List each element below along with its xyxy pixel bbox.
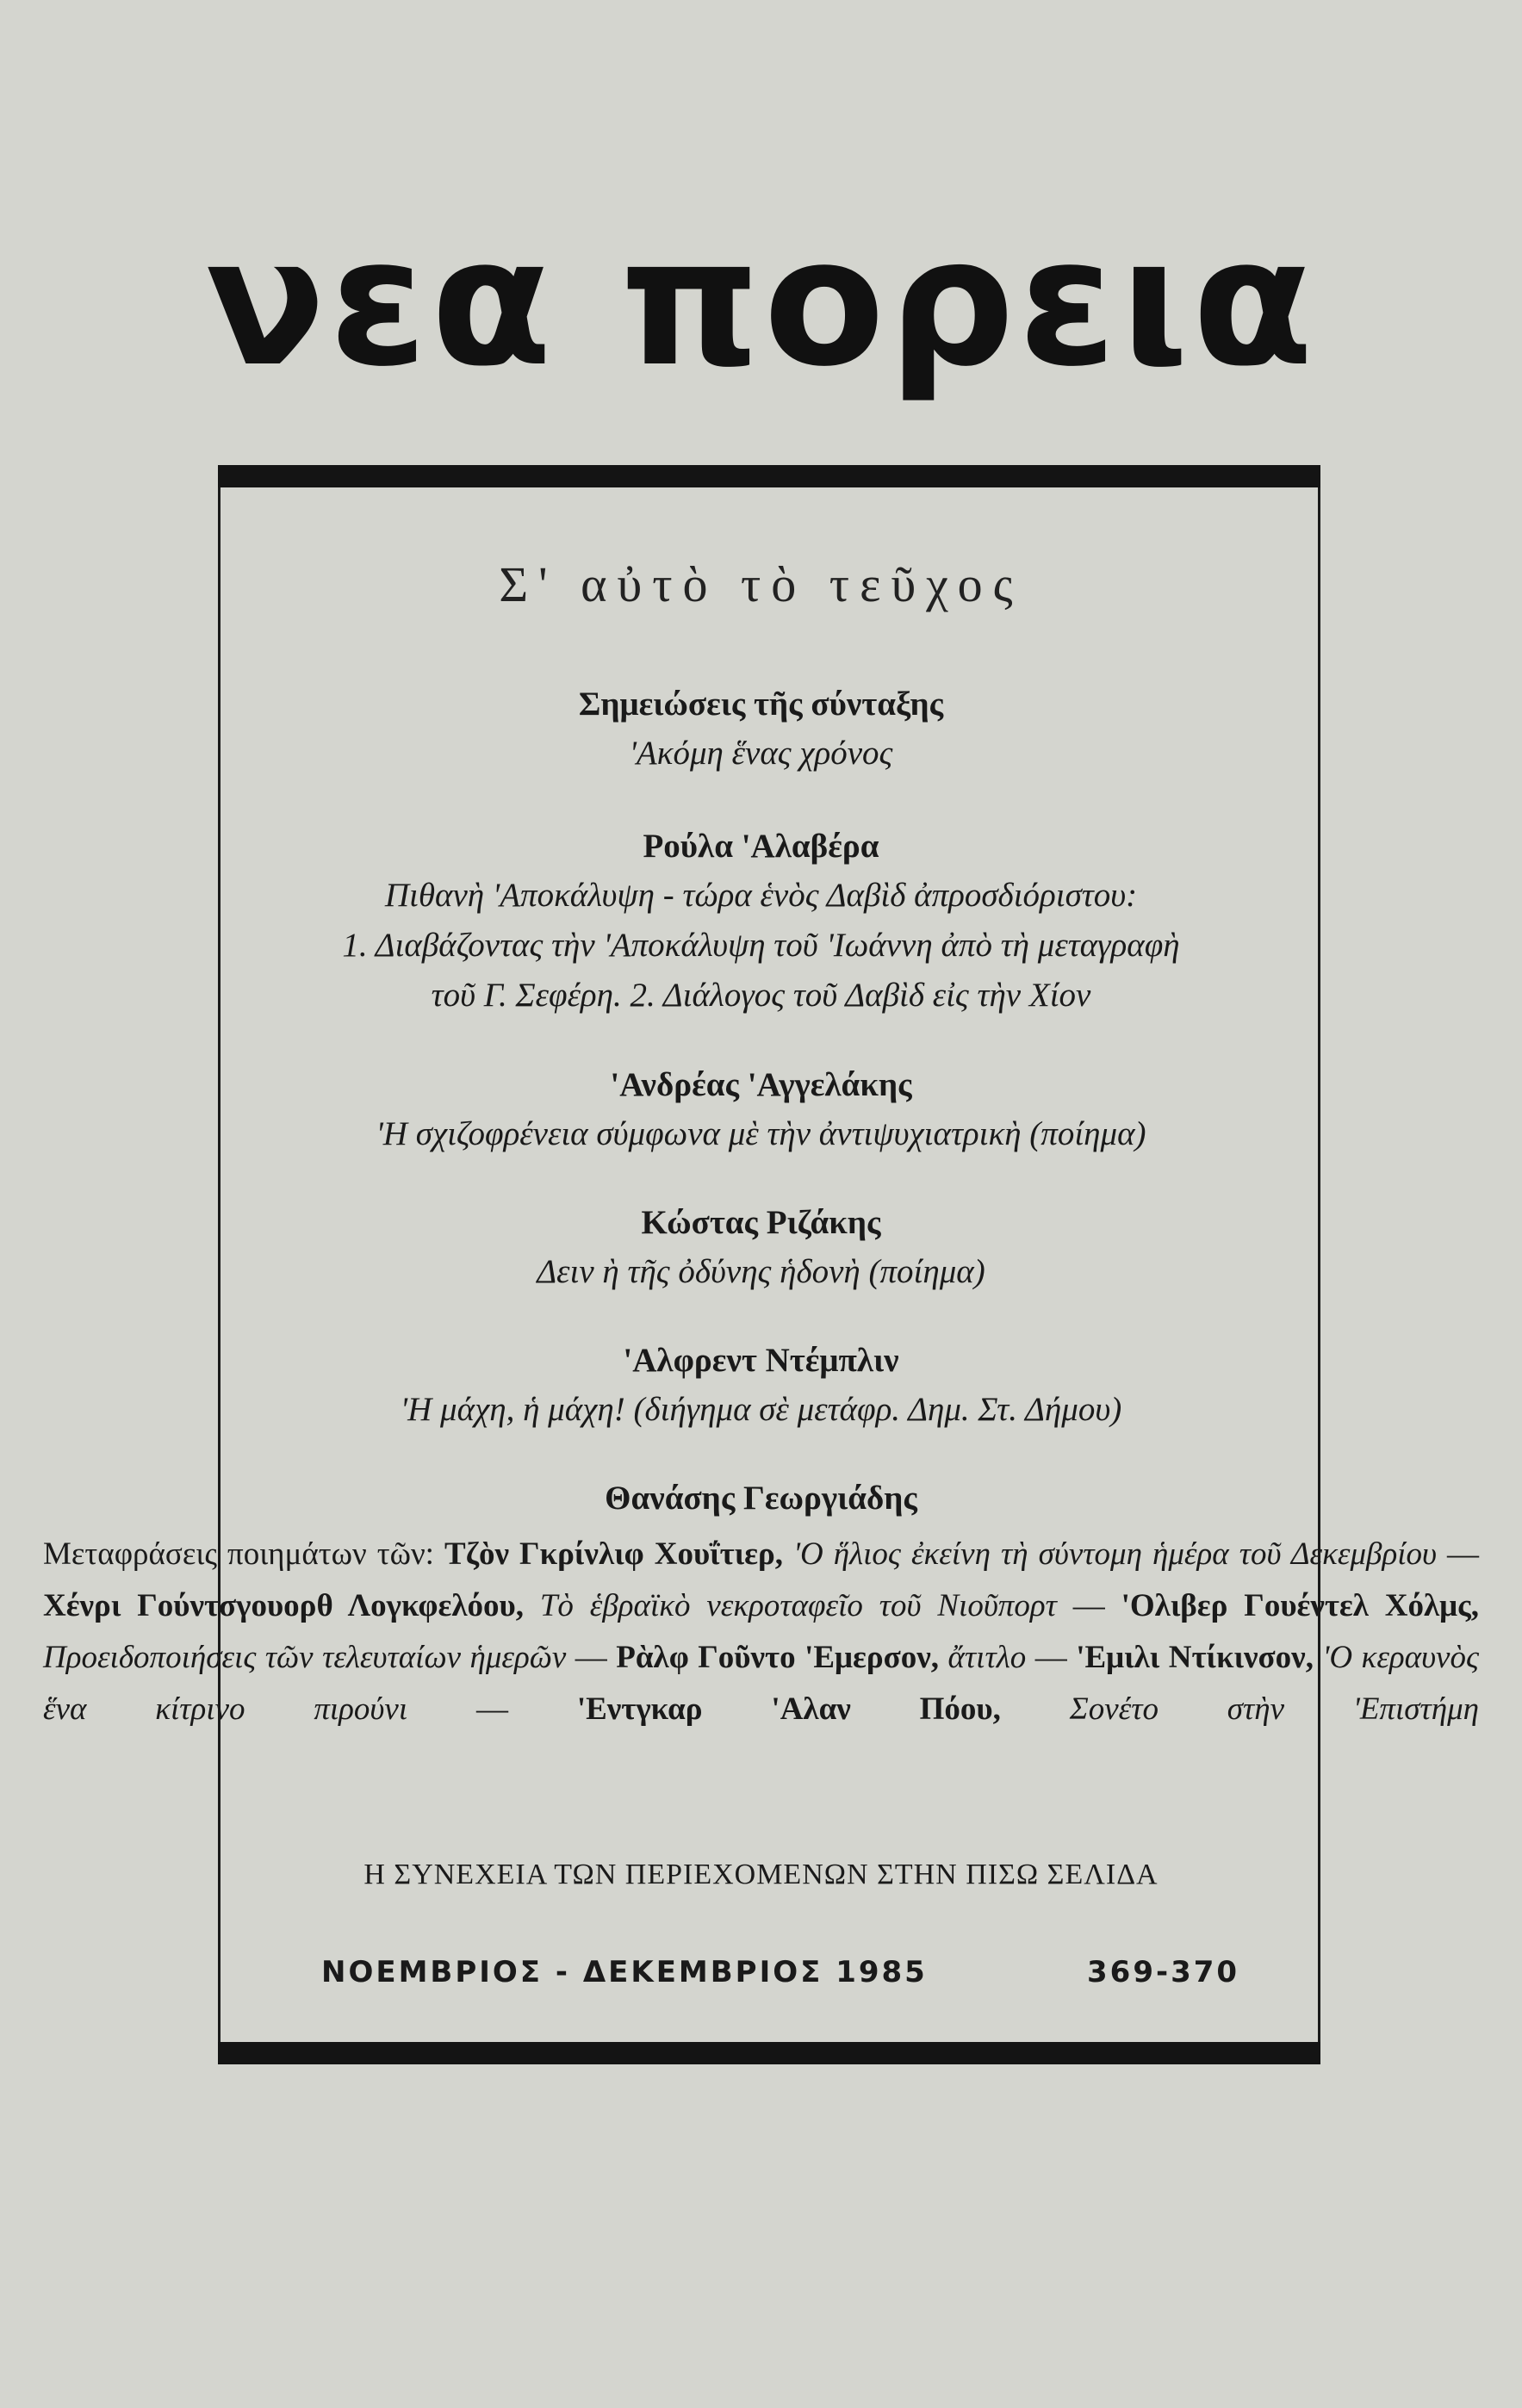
entry-work: Δειν ὴ τῆς ὀδύνης ἡδονὴ (ποίημα) [537, 1253, 985, 1290]
continued-note: Η ΣΥΝΕΧΕΙΑ ΤΩΝ ΠΕΡΙΕΧΟΜΕΝΩΝ ΣΤΗΝ ΠΙΣΩ ΣΕΛΙΔΑ [363, 1859, 1159, 1890]
translations-intro: Μεταφράσεις ποιημάτων τῶν: [43, 1536, 434, 1572]
translated-poet: Ρὰλφ Γοῦντο 'Εμερσον, [616, 1640, 940, 1675]
contents-entry [26, 1474, 1496, 1523]
contents-entry [26, 680, 1496, 779]
issue-number: 369-370 [1087, 1955, 1240, 1989]
translations-paragraph: Μεταφράσεις ποιημάτων τῶν: Τζὸν Γκρίνλιφ Χουΐτιερ, 'Ο ἥλιος ἐκείνη τὴ σύντομη ἡμέρα τοῦ Δεκεμβρίου — Χένρι Γούντσγουορθ Λογκφελόου, Τὸ ἑβραϊκὸ νεκροταφεῖο τοῦ Νιοῦπορτ — 'Ολιβερ Γουέντελ Χόλμς, Προειδοποιήσεις τῶν τελευταίων ἡμερῶν — Ρὰλφ Γοῦντο 'Εμερσον, ἄτιτλο — 'Εμιλι Ντίκινσον, 'Ο κεραυνὸς ἕνα κίτρινο πιρούνι — 'Εντγκαρ 'Αλαν Πόου, Σονέτο στὴν 'Επιστήμη [43, 1536, 1480, 1727]
translated-poet: 'Ολιβερ Γουέντελ Χόλμς, [1121, 1588, 1479, 1623]
translated-poem-title: Τὸ ἑβραϊκὸ νεκροταφεῖο τοῦ Νιοῦπορτ [539, 1588, 1057, 1623]
translated-poet: 'Εμιλι Ντίκινσον, [1076, 1640, 1314, 1675]
translated-poem-title: 'Ο ἥλιος ἐκείνη τὴ σύντομη ἡμέρα τοῦ Δεκεμβρίου [793, 1536, 1437, 1572]
entry-author: 'Ανδρέας 'Αγγελάκης [610, 1066, 912, 1103]
entry-author: 'Αλφρεντ Ντέμπλιν [623, 1342, 899, 1379]
contents-entry [26, 1199, 1496, 1297]
translated-poem-title: 'Ο κεραυνὸς ἕνα κίτρινο πιρούνι [43, 1640, 1479, 1727]
entry-author: Ρούλα 'Αλαβέρα [643, 828, 879, 865]
issue-date: ΝΟΕΜΒΡΙΟΣ - ΔΕΚΕΜΒΡΙΟΣ 1985 [321, 1955, 928, 1989]
entry-author: Σημειώσεις τῆς σύνταξης [578, 686, 944, 723]
entry-work: 'Ακόμη ἕνας χρόνος [629, 735, 893, 772]
entry-work: τοῦ Γ. Σεφέρη. 2. Διάλογος τοῦ Δαβὶδ εἰς τὴν Χίον [431, 977, 1091, 1014]
contents-entry [26, 822, 1496, 1021]
translated-poet: Χένρι Γούντσγουορθ Λογκφελόου, [43, 1588, 524, 1623]
translated-poem-title: Σονέτο στὴν 'Επιστήμη [1069, 1691, 1480, 1727]
translated-poet: Τζὸν Γκρίνλιφ Χουΐτιερ, [444, 1536, 784, 1572]
translated-poem-title: Προειδοποιήσεις τῶν τελευταίων ἡμερῶν [43, 1640, 567, 1675]
top-rule [218, 465, 1320, 487]
masthead-title: νεα πορεια [205, 201, 1317, 406]
entry-work: 'Η μάχη, ἡ μάχη! (διήγημα σὲ μετάφρ. Δημ. Στ. Δήμου) [400, 1391, 1122, 1428]
entry-work: 1. Διαβάζοντας τὴν 'Αποκάλυψη τοῦ 'Ιωάννη ἀπὸ τὴ μεταγραφὴ [342, 927, 1180, 964]
entry-work: Πιθανὴ 'Αποκάλυψη - τώρα ἑνὸς Δαβὶδ ἀπροσδιόριστου: [384, 877, 1138, 914]
entry-author: Κώστας Ριζάκης [641, 1204, 881, 1241]
contents-entry [26, 1337, 1496, 1435]
bottom-rule [218, 2042, 1320, 2064]
contents-entry [26, 1061, 1496, 1159]
translated-poem-title: ἄτιτλο [947, 1640, 1027, 1675]
entry-work: 'Η σχιζοφρένεια σύμφωνα μὲ τὴν ἀντιψυχιατρικὴ (ποίημα) [376, 1115, 1146, 1152]
contents-heading: Σ' αὐτὸ τὸ τεῦχος [499, 556, 1023, 612]
entry-author: Θανάσης Γεωργιάδης [605, 1480, 917, 1517]
translated-poet: 'Εντγκαρ 'Αλαν Πόου, [576, 1691, 1001, 1727]
